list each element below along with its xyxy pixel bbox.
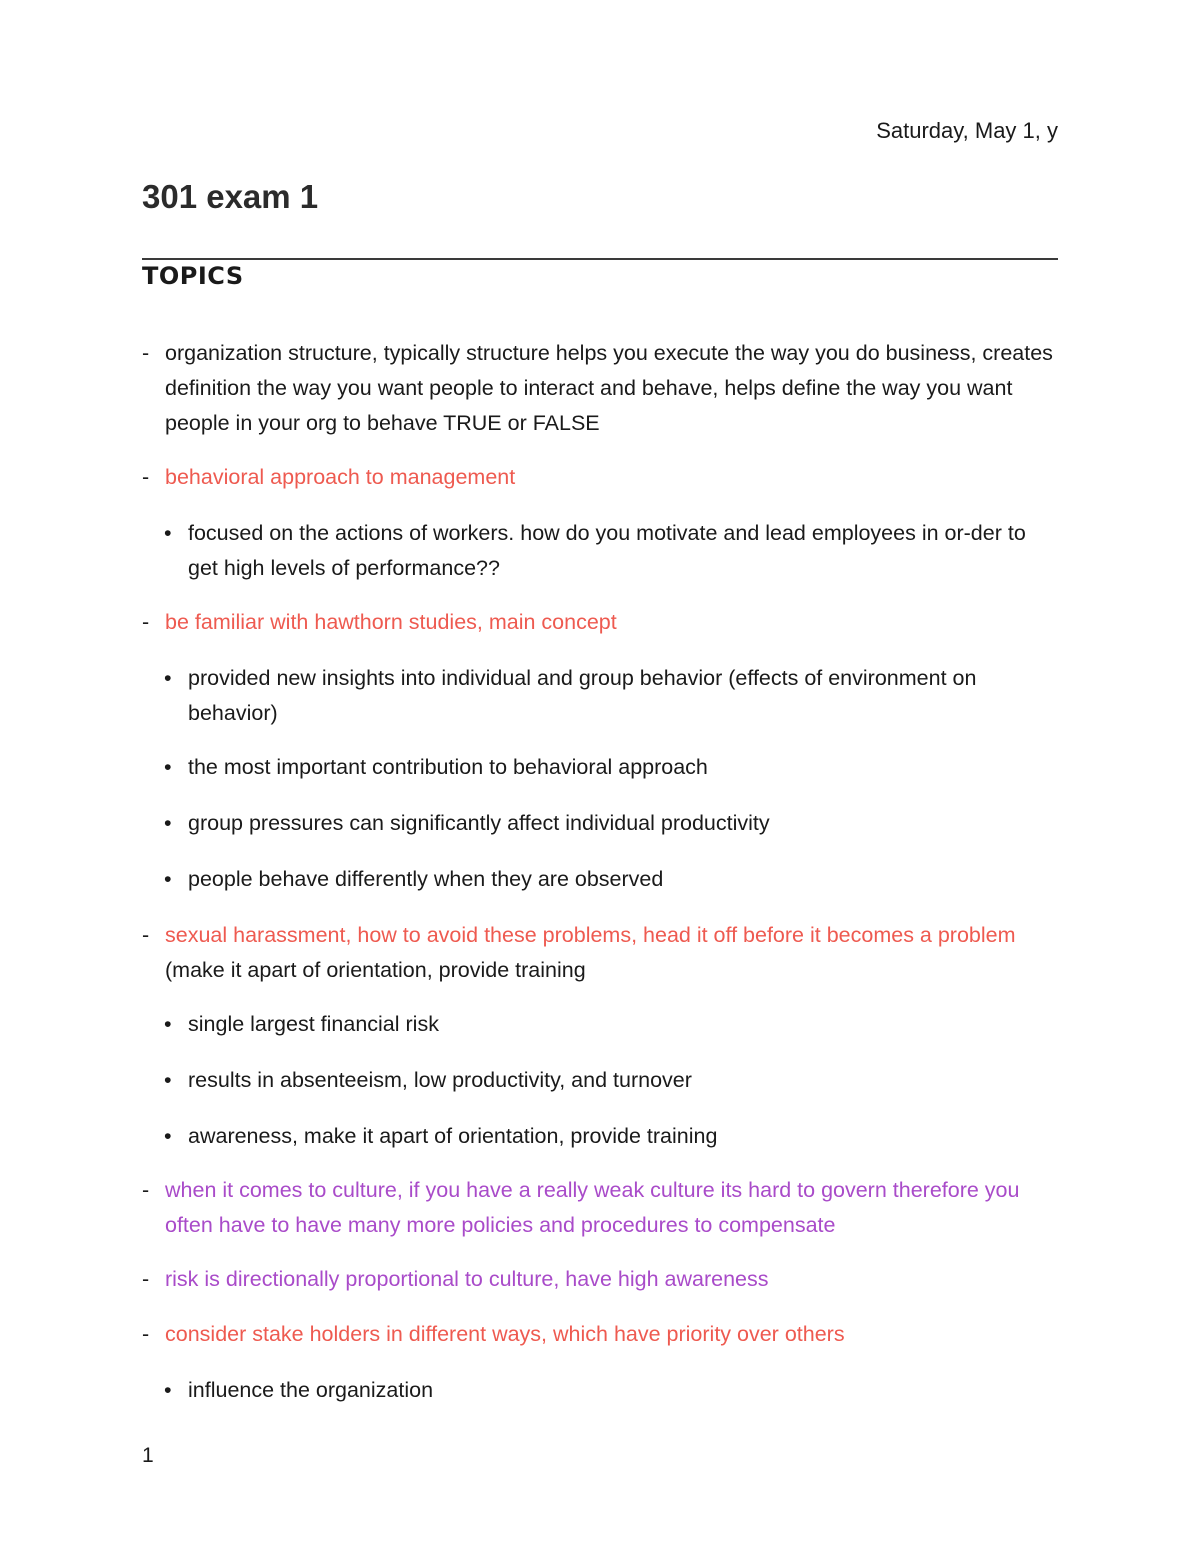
item-text: provided new insights into individual and group behavior (effects of environment on behavior) [188,666,977,725]
item-text: people behave differently when they are observed [188,867,664,891]
item-text: when it comes to culture, if you have a really weak culture its hard to govern therefore you often have to have many more policies and procedures to compensate [165,1178,1020,1237]
item-text: risk is directionally proportional to culture, have high awareness [165,1267,769,1291]
topic-item [142,336,1058,441]
item-text: results in absenteeism, low productivity, and turnover [188,1068,692,1092]
item-text: influence the organization [188,1378,434,1402]
item-text: sexual harassment, how to avoid these problems, head it off before it becomes a problem [165,923,1016,947]
topic-item [142,1173,1058,1243]
dash-marker: - [142,341,150,365]
dash-marker: - [142,465,150,489]
item-text: focused on the actions of workers. how do you motivate and lead employees in or-der to get high levels of performance?? [188,521,1026,580]
bullet-item [142,1007,1058,1042]
topic-item [142,1262,1058,1297]
item-text: be familiar with hawthorn studies, main concept [165,610,617,634]
bullet-item [142,661,1058,731]
title-divider [142,258,1058,260]
item-text: single largest financial risk [188,1012,439,1036]
bullet-marker: • [164,755,172,779]
bullet-marker: • [164,867,172,891]
bullet-item [142,1373,1058,1408]
item-text: awareness, make it apart of orientation, provide training [188,1124,718,1148]
item-text: (make it apart of orientation, provide training [165,958,586,982]
page-number: 1 [142,1444,154,1467]
bullet-marker: • [164,811,172,835]
item-text: consider stake holders in different ways, which have priority over others [165,1322,845,1346]
bullet-marker: • [164,1012,172,1036]
topic-item [142,460,1058,495]
dash-marker: - [142,923,150,947]
topic-item [142,1317,1058,1352]
bullet-marker: • [164,1068,172,1092]
item-text: behavioral approach to management [165,465,516,489]
topics-list [142,316,1058,1408]
bullet-item [142,1119,1058,1154]
item-text: group pressures can significantly affect individual productivity [188,811,770,835]
bullet-item [142,862,1058,897]
bullet-item [142,806,1058,841]
document-date: Saturday, May 1, y [876,118,1058,143]
bullet-marker: • [164,666,172,690]
item-text: the most important contribution to behavioral approach [188,755,708,779]
bullet-marker: • [164,1124,172,1148]
dash-marker: - [142,1267,150,1291]
topic-item [142,605,1058,640]
bullet-item [142,1063,1058,1098]
bullet-marker: • [164,521,172,545]
section-heading: TOPICS [142,262,244,290]
bullet-marker: • [164,1378,172,1402]
bullet-item [142,516,1058,586]
bullet-item [142,750,1058,785]
topic-item [142,918,1058,988]
item-text: organization structure, typically structure helps you execute the way you do business, creates definition the way you want people to interact and behave, helps define the way you want people in your org to behave TRUE or FALSE [165,341,1053,435]
dash-marker: - [142,610,150,634]
dash-marker: - [142,1322,150,1346]
dash-marker: - [142,1178,150,1202]
document-title: 301 exam 1 [142,178,319,215]
